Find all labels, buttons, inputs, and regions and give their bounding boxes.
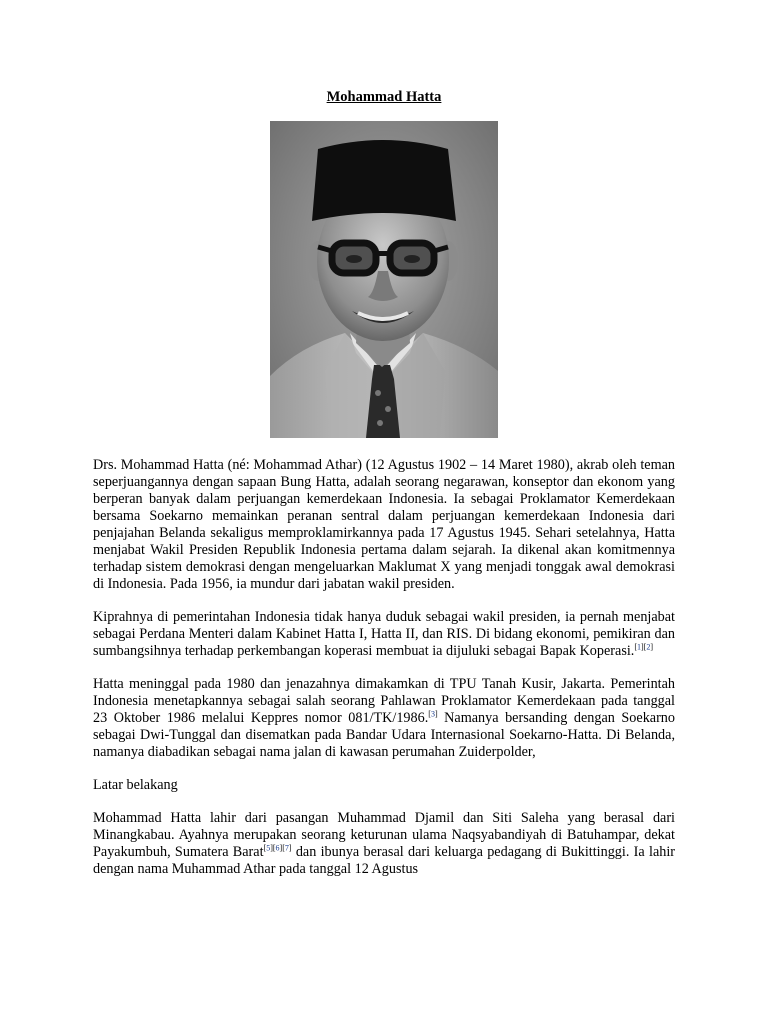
citation-group: [5][6][7] [263,843,292,853]
citation-link[interactable]: 7 [284,843,289,853]
portrait-photo [270,121,498,438]
citation-group: [3] [428,709,438,719]
citation-link[interactable]: 3 [430,709,435,719]
article-body [93,457,675,894]
citation-link[interactable]: 5 [266,843,271,853]
citation-link[interactable]: 6 [275,843,280,853]
page-title: Mohammad Hatta [326,89,442,105]
section-heading: Latar belakang [93,777,178,793]
paragraph-intro: Drs. Mohammad Hatta (né: Mohammad Athar) (12 Agustus 1902 – 14 Maret 1980), akrab oleh teman seperjuangannya dengan sapaan Bung Hatta, adalah seorang negarawan, konseptor dan ekonom yang berperan banyak dalam perjuangan kemerdekaan Indonesia. Ia sebagai Proklamator Kemerdekaan bersama Soekarno memainkan peranan sentral dalam perjuangan kemerdekaan Indonesia dari penjajahan Belanda sekaligus memproklamirkannya pada 17 Agustus 1945. Sehari setelahnya, Hatta menjabat Wakil Presiden Republik Indonesia pertama dalam sejarah. Ia dikenal akan komitmennya terhadap sistem demokrasi dengan mengeluarkan Maklumat X yang menjadi tonggak awal demokrasi di Indonesia. Pada 1956, ia mundur dari jabatan wakil presiden. [93,457,675,592]
paragraph-career: Kiprahnya di pemerintahan Indonesia tidak hanya duduk sebagai wakil presiden, ia pernah menjabat sebagai Perdana Menteri dalam Kabinet Hatta I, Hatta II, dan RIS. Di bidang ekonomi, pemikiran dan sumbangsihnya terhadap perkembangan koperasi membuat ia dijuluki sebagai Bapak Koperasi.[1][2] [93,609,675,659]
citation-link[interactable]: 1 [637,642,641,652]
citation-link[interactable]: 2 [646,642,651,652]
citation-group: [1][2] [634,642,653,652]
paragraph-legacy: Hatta meninggal pada 1980 dan jenazahnya dimakamkan di TPU Tanah Kusir, Jakarta. Pemerintah Indonesia menetapkannya sebagai salah seorang Pahlawan Proklamator Kemerdekaan pada tanggal 23 Oktober 1986 melalui Keppres nomor 081/TK/1986.[3] Namanya bersanding dengan Soekarno sebagai Dwi-Tunggal dan disematkan pada Bandar Udara Internasional Soekarno-Hatta. Di Belanda, namanya diabadikan sebagai nama jalan di kawasan perumahan Zuiderpolder, [93,676,675,760]
paragraph-background: Mohammad Hatta lahir dari pasangan Muhammad Djamil dan Siti Saleha yang berasal dari Minangkabau. Ayahnya merupakan seorang keturunan ulama Naqsyabandiyah di Batuhampar, dekat Payakumbuh, Sumatera Barat[5][6][7] dan ibunya berasal dari keluarga pedagang di Bukittinggi. Ia lahir dengan nama Muhammad Athar pada tanggal 12 Agustus [93,810,676,877]
